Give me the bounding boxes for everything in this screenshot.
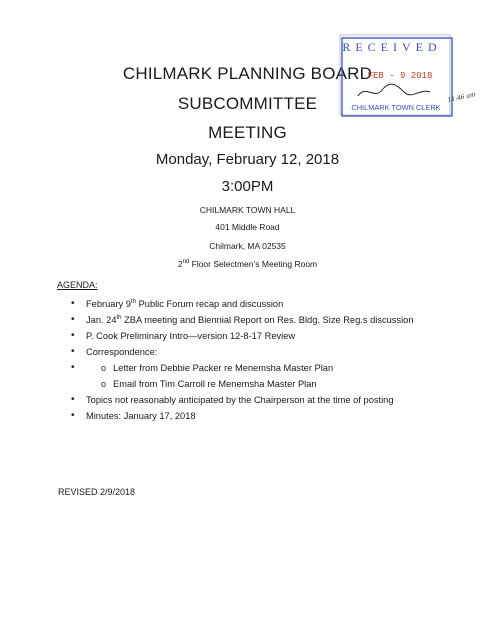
stamp-time-note: 11:46 am <box>446 91 477 104</box>
agenda-item: • Topics not reasonably anticipated by the Chairperson at the time of posting <box>57 392 414 408</box>
correspondence-item: o • Letter from Debbie Packer re Menemsha Master Plan <box>57 360 414 376</box>
agenda-item: • February 9th Public Forum recap and discussion <box>57 296 414 312</box>
meeting-title: MEETING <box>208 123 287 142</box>
clerk-signature <box>358 84 430 96</box>
correspondence-sublist <box>57 360 414 392</box>
agenda-list <box>57 296 414 424</box>
stamp-received-text: RECEIVED <box>342 40 442 54</box>
revised-date: REVISED 2/9/2018 <box>58 487 136 497</box>
agenda-label: AGENDA: <box>57 280 98 290</box>
agenda-item: • Jan. 24th ZBA meeting and Biennial Report on Res. Bldg. Size Reg.s discussion <box>57 312 414 328</box>
agenda-item: • P. Cook Preliminary Intro—version 12-8-17 Review <box>57 328 414 344</box>
board-title: CHILMARK PLANNING BOARD <box>122 64 373 83</box>
subcommittee-title: SUBCOMMITTEE <box>177 94 318 113</box>
correspondence-sublist-wrap <box>57 360 414 392</box>
agenda-item: • Correspondence: <box>57 344 414 360</box>
received-stamp <box>340 34 477 122</box>
stamp-date: FEB - 9 2018 <box>367 71 433 81</box>
stamp-office: CHILMARK TOWN CLERK <box>351 103 441 112</box>
meeting-date: Monday, February 12, 2018 <box>155 151 340 168</box>
meeting-street: 401 Middle Road <box>215 222 280 232</box>
meeting-room: 2nd Floor Selectmen’s Meeting Room <box>177 259 318 269</box>
agenda-item: • Minutes: January 17, 2018 <box>57 408 414 424</box>
correspondence-item: o Email from Tim Carroll re Menemsha Master Plan <box>57 376 414 392</box>
meeting-time: 3:00PM <box>221 178 274 195</box>
meeting-place: CHILMARK TOWN HALL <box>199 205 296 215</box>
meeting-city: Chilmark, MA 02535 <box>209 241 286 251</box>
